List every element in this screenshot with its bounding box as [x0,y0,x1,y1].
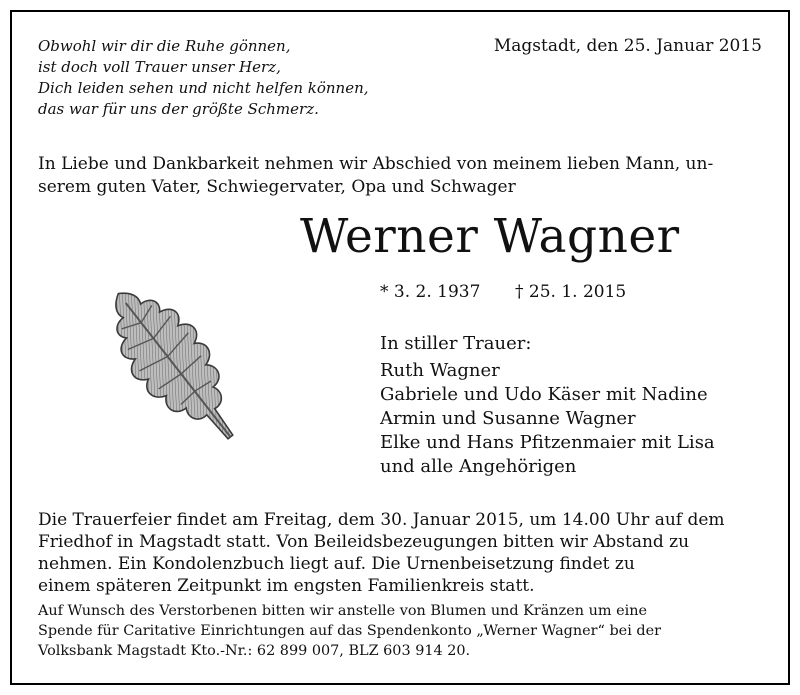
mourners-list [380,359,715,479]
mourning-heading: In stiller Trauer: [380,333,532,354]
oak-leaf-icon [90,266,260,466]
funeral-service-text [38,509,725,597]
poem-line: das war für uns der größte Schmerz. [38,100,319,118]
list-item: Armin und Susanne Wagner [380,408,636,429]
intro-text [38,153,713,199]
donation-line: Spende für Caritative Einrichtungen auf das Spendenkonto „Werner Wagner“ bei der [38,623,661,639]
place-and-date: Magstadt, den 25. Januar 2015 [493,36,762,56]
list-item: und alle Angehörigen [380,456,577,477]
intro-line: serem guten Vater, Schwiegervater, Opa und Schwager [38,177,516,197]
obituary-notice [10,10,790,685]
service-line: Die Trauerfeier findet am Freitag, dem 30. Januar 2015, um 14.00 Uhr auf dem [38,510,725,530]
list-item: Ruth Wagner [380,360,500,381]
poem-line: Obwohl wir dir die Ruhe gönnen, [38,37,291,55]
death-date: † 25. 1. 2015 [515,282,627,302]
poem-line: ist doch voll Trauer unser Herz, [38,58,281,76]
memorial-poem [38,36,458,120]
list-item: Gabriele und Udo Käser mit Nadine [380,384,708,405]
poem-line: Dich leiden sehen und nicht helfen können, [38,79,369,97]
service-line: einem späteren Zeitpunkt im engsten Familienkreis statt. [38,576,535,596]
donation-line: Volksbank Magstadt Kto.-Nr.: 62 899 007, BLZ 603 914 20. [38,643,471,659]
intro-line: In Liebe und Dankbarkeit nehmen wir Abschied von meinem lieben Mann, un- [38,154,714,174]
donation-line: Auf Wunsch des Verstorbenen bitten wir anstelle von Blumen und Kränzen um eine [38,603,647,619]
deceased-name: Werner Wagner [300,209,680,264]
donation-request-text [38,601,661,661]
service-line: nehmen. Ein Kondolenzbuch liegt auf. Die Urnenbeisetzung findet zu [38,554,635,574]
list-item: Elke und Hans Pfitzenmaier mit Lisa [380,432,715,453]
birth-date: * 3. 2. 1937 [380,282,481,302]
service-line: Friedhof in Magstadt statt. Von Beileidsbezeugungen bitten wir Abstand zu [38,532,690,552]
